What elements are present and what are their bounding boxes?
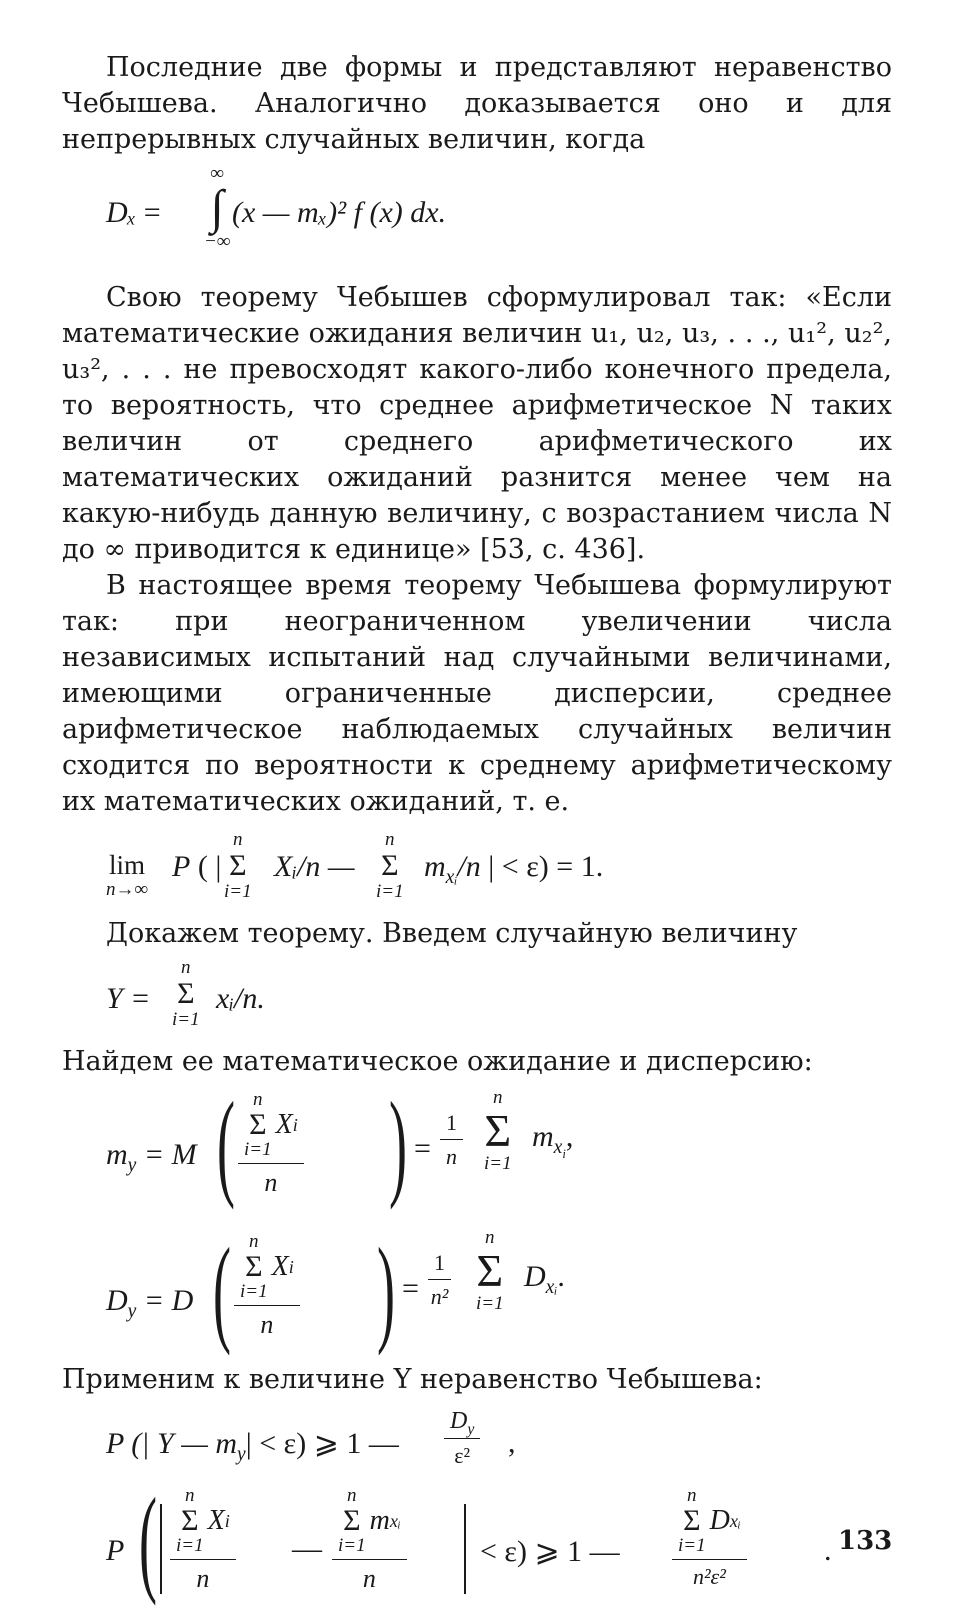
formula-limit: lim n→∞ P ( | n Σ i=1 Xᵢ/n — n Σ i=1 $m_{xᵢ}/n$ | < ε) = 1. (106, 829, 604, 902)
page-number: 133 (838, 1526, 893, 1556)
formula-variance-integral: Dₓ = ∞ ∫ −∞ (x — mₓ)² f (x) dx. (106, 163, 447, 252)
formula-chebyshev-2: P ( n Σ i=1 X i n — n Σ i=1 m xᵢ n < ε) ⩾ 1 — n Σ i=1 D xᵢ n²ε² . (106, 1473, 832, 1606)
formula-my: $m_y = M$ ( n Σ i=1 X i n ) = $\frac{1}{n}$ n Σ i=1 $m_{x_i}$, (106, 1077, 574, 1210)
formula-dy: $D_y = D$ ( n Σ i=1 X i n ) = $\frac{1}{\text{n²}}$ n Σ i=1 $D_{xᵢ}$. (106, 1223, 565, 1356)
page-content (62, 50, 892, 1604)
paragraph-6: Применим к величине Y неравенство Чебышева: (62, 1364, 763, 1395)
formula-y: Y = n Σ i=1 xᵢ/n. (106, 957, 265, 1030)
formula-chebyshev-1: P (| Y — $m_y| < \varepsilon$) ⩾ 1 — $\frac{D_y}{\text{ε²}}$ , (106, 1408, 516, 1468)
paragraph-2: Свою теорему Чебышев сформулировал так: «Если математические ожидания величин u₁, u₂, u₃, . . ., u₁², u₂², u₃², . . . не превосходят какого-либо конечного предела, то вероятность, что среднее арифметическое N таких величин от среднего арифметического их математических ожиданий разнится менее чем на какую-нибудь данную величину, с возрастанием числа N до ∞ приводится к единице» [53, с. 436]. (62, 282, 892, 565)
paragraph-5: Найдем ее математическое ожидание и дисперсию: (62, 1046, 813, 1077)
paragraph-4: Докажем теорему. Введем случайную величину (106, 918, 798, 949)
paragraph-3: В настоящее время теорему Чебышева формулируют так: при неограниченном увеличении числа независимых испытаний над случайными величинами, имеющими ограниченные дисперсии, среднее арифметическое наблюдаемых случайных величин сходится по вероятности к среднему арифметическому их математических ожиданий, т. е. (62, 570, 892, 817)
paragraph-1: Последние две формы и представляют неравенство Чебышева. Аналогично доказывается оно и для непрерывных случайных величин, когда (62, 52, 892, 155)
